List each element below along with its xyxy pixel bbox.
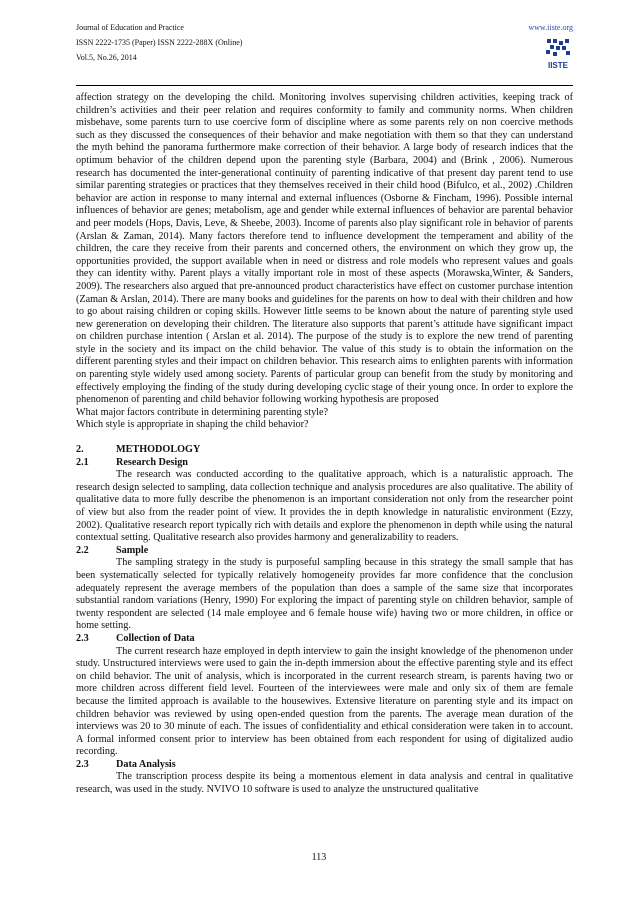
- methodology-title: METHODOLOGY: [116, 444, 201, 456]
- section-text-collection-of-data: The current research haze employed in depth interview to gain the insight knowledge of the phenomenon under study. Unstructured interviews were used to gain the in-depth immersion about the effective parenting style and its effect on child behavior. The unit of analysis, which is incorporated in the current research stream, is parents having two or more children across different field level. Fourteen of the interviewees were male and only six of them are female because the limited approach is available to the housewives. Extensive literature on parenting style and its impact on children behavior was reviewed by using open-ended question from the parents. The average mean duration of the interviews was 20 to 30 minute of each. The issues of confidentiality and ethical consideration were taken in to account. A formal informed consent prior to interview has been obtained from each respondent for using of digitalized audio recording.: [76, 645, 573, 758]
- section-text-sample: The sampling strategy in the study is purposeful sampling because in this strategy the small sample that has been systematically selected for typically relatively homogeneity provides far more confidence that the conclusion adequately represent the average members of the population than does a sample of the same size that incorporates substantial random variations (Henry, 1990) For exploring the impact of parenting style on children behavior, sample of twenty respondent are selected (14 male employee and 6 female house wife) having two or more children, in office or home setting.: [76, 557, 573, 632]
- section-heading-data-analysis: [76, 759, 573, 772]
- page-body: [76, 92, 573, 797]
- journal-url-link[interactable]: www.iiste.org: [528, 23, 573, 32]
- section-number: 2.2: [76, 544, 89, 556]
- research-question-2: Which style is appropriate in shaping the child behavior?: [76, 419, 309, 431]
- page-header: [76, 20, 573, 65]
- volume-info: Vol.5, No.26, 2014: [76, 53, 137, 62]
- intro-paragraph: affection strategy on the developing the child. Monitoring involves supervising children activities, keeping track of children’s activities and their peer relation and requires conformity to family and community norms. When children misbehave, some parents turn to use coercive form of discipline where as some parents rely on non coercive methods such as they discussed the consequences of their behavior and make negotiation with them so that they can understand the myth behind the panorama furthermore make correction of their behavior. A large body of research indices that the optimum behavior of the children depend upon the parenting style (Barbara, 2004) and (Brink , 2006). Numerous research has documented the inter-generational continuity of parenting indicative of that present day parent tend to use similar parenting strategies or practices that they themselves received in their child hood (Bifulco, et al., 2002) .Children behavior are action in response to many internal and external influences (Osborne & Fincham, 1996). Possible internal influences of behavior are genes; metabolism, age and gender while external influences of behavior are parental behavior and peer models (Hops, Davis, Leve, & Sheebe, 2003). Income of parents also play significant role in behavior of parents (Arslan & Zaman, 2014). Many factors therefore tend to influence development the temperament and ability of the children, the care they receive from their parents and concerned others, the environment on which they grow up, the opportunities provided, the support available when in need or distress and role models who represent values and goals they can identity withy. Parent plays a vitally important role in most of these aspects (Morawska,Winter, & Sanders, 2009). The researchers also argued that pre-announced product characteristics have effect on customer purchase intention (Zaman & Arslan, 2014). There are many books and guidelines for the parents on how to deal with their children and how to go about raising children or coping skills. However little seems to be known about the nature of parenting style used new gereneration on developing their children. The literature also supports that parent’s attitude have significant impact on children purchase intention ( Arslan et al. 2014). The purpose of the study is to explore the new trend of parenting style in the society and its impact on the child behavior. The value of this study is to obtain the information on the different parenting styles and their impact on children behavior. This research aims to enlighten parents with information on parenting style widely used among society. Parents of particular group can benefit from the study by monitoring and effectively employing the finding of the study during developing cyclic stage of their young once. In order to explore the phenomenon of parenting and child behavior following working hypothesis are proposed: [76, 92, 573, 406]
- methodology-heading: [76, 444, 573, 457]
- journal-name: Journal of Education and Practice: [76, 23, 184, 32]
- section-text-data-analysis: The transcription process despite its being a momentous element in data analysis and central in qualitative research, was used in the study. NVIVO 10 software is used to analyze the unstructured qualitative: [76, 771, 573, 796]
- section-heading-sample: [76, 545, 573, 558]
- section-title: Data Analysis: [116, 758, 176, 770]
- section-number: 2.3: [76, 758, 89, 770]
- section-title: Sample: [116, 544, 149, 556]
- methodology-number: 2.: [76, 444, 84, 456]
- section-title: Research Design: [116, 456, 188, 468]
- section-number: 2.3: [76, 632, 89, 644]
- section-heading-collection-of-data: [76, 633, 573, 646]
- section-heading-research-design: [76, 457, 573, 470]
- section-title: Collection of Data: [116, 632, 195, 644]
- section-text-research-design: The research was conducted according to the qualitative approach, which is a naturalistic approach. The research design selected to sampling, data collection technique and analysis procedures are also qualitative. The ability of qualitative data to more fully describe the phenomenon is an important consideration not only from the researcher point of view but also from the reader point of view. It provides the in depth knowledge in naturalistic environment (Ezzy, 2002). Qualitative research report typically rich with details and explore the phenomenon in depth while using the natural contextual setting. Qualitative research also provides harmony and generalizability to readers.: [76, 469, 573, 544]
- iiste-logo-icon: [544, 37, 572, 73]
- issn: ISSN 2222-1735 (Paper) ISSN 2222-288X (Online): [76, 38, 243, 47]
- logo-text: IISTE: [547, 61, 569, 70]
- section-number: 2.1: [76, 456, 89, 468]
- header-rule: [76, 85, 573, 86]
- page-number: 113: [311, 852, 327, 863]
- research-question-1: What major factors contribute in determining parenting style?: [76, 406, 329, 418]
